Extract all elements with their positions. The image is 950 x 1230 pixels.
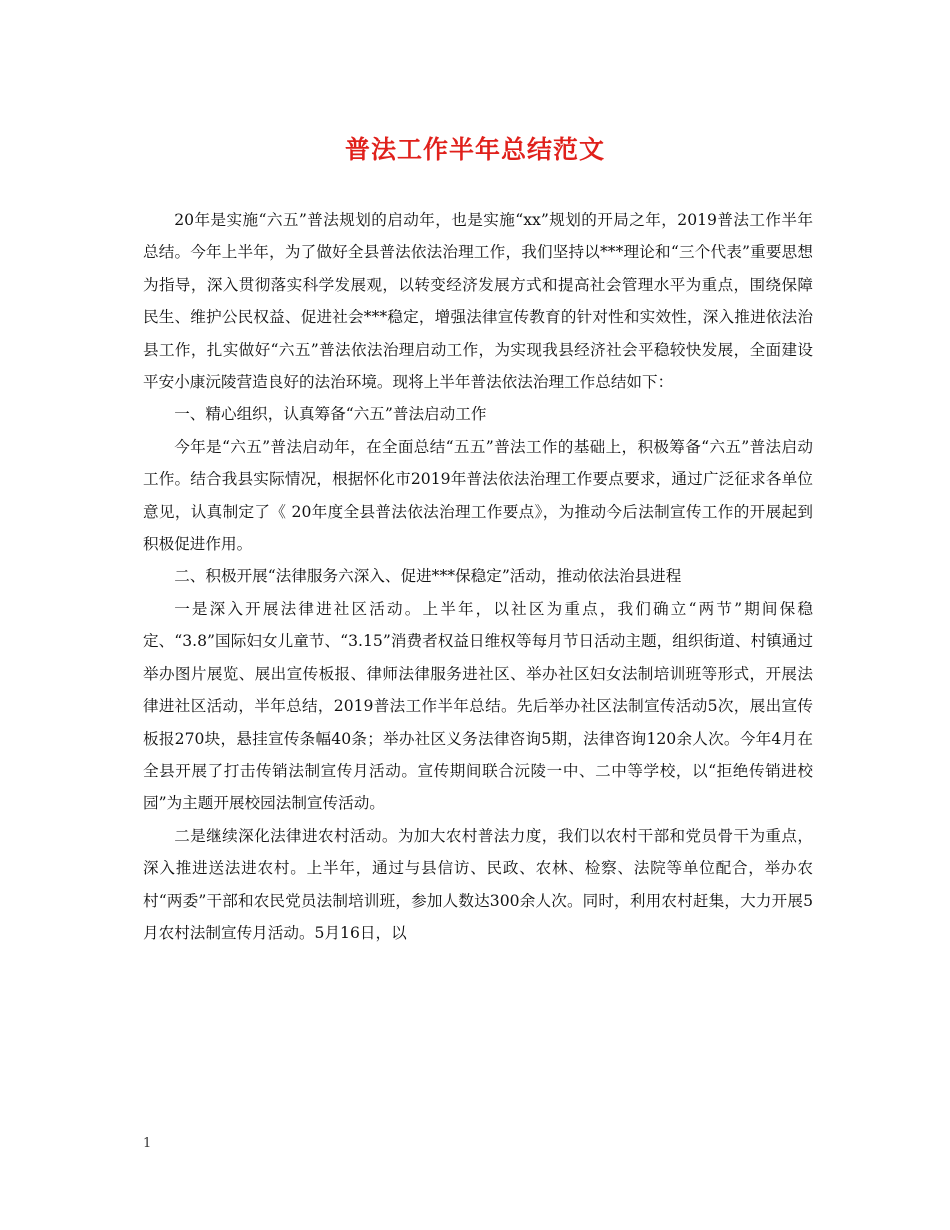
document-title: 普法工作半年总结范文 bbox=[344, 135, 605, 164]
paragraph-section-1: 今年是“六五”普法启动年，在全面总结“五五”普法工作的基础上，积极筹备“六五”普法启动工作。结合我县实际情况，根据怀化市2019年普法依法治理工作要点要求，通过广泛征求各单位意见，认真制定了《 20年度全县普法依法治理工作要点》，为推动今后法制宣传工作的开展起到积极促进作用。 bbox=[143, 437, 813, 554]
paragraph-community: 一是深入开展法律进社区活动。上半年，以社区为重点，我们确立“两节”期间保稳定、“3.8”国际妇女儿童节、“3.15”消费者权益日维权等每月节日活动主题，组织街道、村镇通过举办图片展览、展出宣传板报、律师法律服务进社区、举办社区妇女法制培训班等形式，开展法律进社区活动，半年总结，2019普法工作半年总结。先后举办社区法制宣传活动5次，展出宣传板报270块，悬挂宣传条幅40条；举办社区义务法律咨询5期，法律咨询120余人次。今年4月在全县开展了打击传销法制宣传月活动。宣传期间联合沅陵一中、二中等学校，以“拒绝传销进校园”为主题开展校园法制宣传活动。 bbox=[143, 599, 813, 813]
page-number: 1 bbox=[143, 1136, 152, 1151]
section-heading-2: 二、积极开展“法律服务六深入、促进***保稳定”活动，推动依法治县进程 bbox=[174, 567, 682, 586]
document-body bbox=[143, 204, 813, 949]
paragraph-intro: 20年是实施“六五”普法规划的启动年，也是实施“xx”规划的开局之年，2019普法工作半年总结。今年上半年，为了做好全县普法依法治理工作，我们坚持以***理论和“三个代表”重要思想为指导，深入贯彻落实科学发展观，以转变经济发展方式和提高社会管理水平为重点，围绕保障民生、维护公民权益、促进社会***稳定，增强法律宣传教育的针对性和实效性，深入推进依法治县工作，扎实做好“六五”普法依法治理启动工作，为实现我县经济社会平稳较快发展，全面建设平安小康沅陵营造良好的法治环境。现将上半年普法依法治理工作总结如下： bbox=[143, 211, 813, 392]
paragraph-rural: 二是继续深化法律进农村活动。为加大农村普法力度，我们以农村干部和党员骨干为重点，深入推进送法进农村。上半年，通过与县信访、民政、农林、检察、法院等单位配合，举办农村“两委”干部和农民党员法制培训班，参加人数达300余人次。同时，利用农村赶集，大力开展5月农村法制宣传月活动。5月16日，以 bbox=[143, 826, 813, 942]
section-heading-1: 一、精心组织，认真筹备“六五”普法启动工作 bbox=[174, 405, 487, 424]
